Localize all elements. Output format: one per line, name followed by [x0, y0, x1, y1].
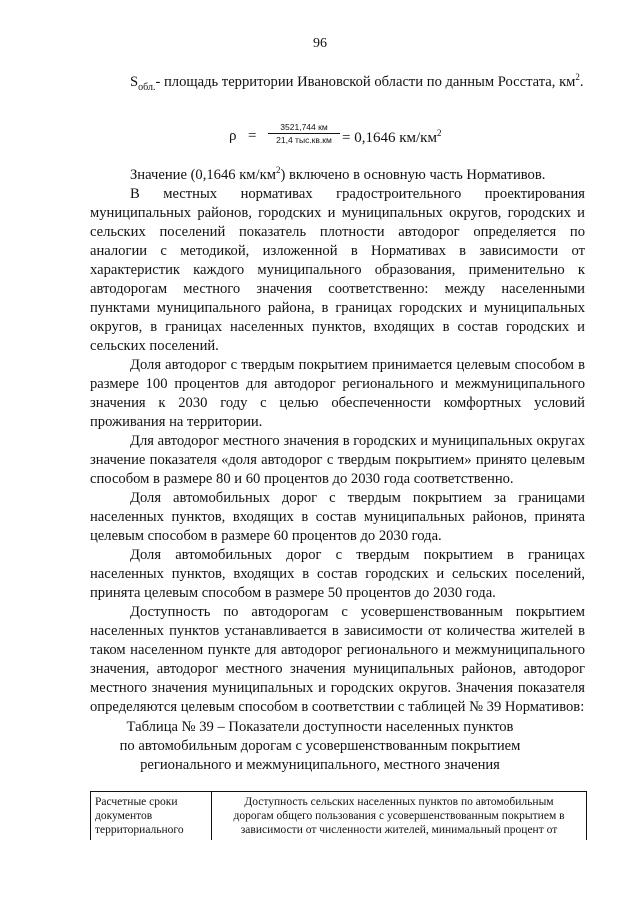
table-header-line: зависимости от численности жителей, минимальный процент от — [240, 824, 558, 836]
paragraph: Для автодорог местного значения в городских и муниципальных округах значение показателя «доля автодорог с твердым покрытием» принято целевым способом в размере 80 и 60 процентов до 2030 года соответственно. — [90, 432, 585, 487]
paragraph: Доступность по автодорогам с усовершенствованным покрытием населенных пунктов устанавливается в зависимости от количества жителей в таком населенном пункте для автодорог регионального и межмуниципального значения, автодорог местного значения муниципальных районов, автодорог местного значения муниципальных и городских округов. Значения показателя определяются целевым способом в соответствии с таблицей № 39 Нормативов: — [90, 603, 585, 715]
value-line-post: ) включено в основную часть Нормативов. — [280, 166, 546, 183]
table-header-cell-terms — [91, 792, 212, 841]
formula-result-sup: 2 — [436, 128, 442, 138]
s-symbol: S — [130, 73, 139, 90]
formula-numerator: 3521,744 км — [268, 122, 340, 134]
value-line-sup: 2 — [275, 165, 281, 175]
table-caption — [0, 718, 640, 775]
paragraph: Доля автомобильных дорог с твердым покрытием в границах населенных пунктов, входящих в состав городских и сельских поселений, принята целевым способом в размере 50 процентов до 2030 года. — [90, 546, 585, 601]
formula-rho: ρ — [229, 128, 237, 144]
table-caption-line: по автомобильным дорогам с усовершенствованным покрытием — [119, 738, 521, 754]
table-header-line: дорогам общего пользования с усовершенствованным покрытием в — [233, 810, 565, 822]
formula-equals: = — [248, 128, 257, 144]
paragraph: Доля автомобильных дорог с твердым покрытием за границами населенных пунктов, входящих в состав муниципальных районов, принята целевым способом в размере 60 процентов до 2030 года. — [90, 489, 585, 544]
table-header-line: территориального — [95, 824, 184, 836]
s-subscript: обл. — [138, 81, 156, 93]
area-def-end: . — [579, 73, 584, 90]
value-line — [90, 161, 585, 185]
table-caption-line: Таблица № 39 – Показатели доступности населенных пунктов — [126, 719, 514, 735]
table-header-line: документов — [95, 810, 153, 822]
body-text — [90, 161, 585, 717]
formula-denominator: 21,4 тыс.кв.км — [276, 135, 332, 145]
paragraph: Доля автодорог с твердым покрытием принимается целевым способом в размере 100 процентов для автодорог регионального и межмуниципального значения к 2030 году с целью обеспеченности комфортных условий проживания на территории. — [90, 356, 585, 430]
table-39 — [90, 791, 587, 840]
formula-fraction — [268, 122, 340, 145]
s-definition-text: - площадь территории Ивановской области по данным Росстата, — [155, 73, 556, 90]
formula-result — [342, 128, 441, 147]
value-line-pre: Значение (0,1646 км/км — [130, 166, 276, 183]
area-definition-line — [90, 68, 585, 97]
table-header-line: Доступность сельских населенных пунктов по автомобильным — [244, 796, 554, 808]
area-definition — [90, 68, 585, 97]
table-header-row — [91, 792, 587, 841]
paragraph: В местных нормативах градостроительного проектирования муниципальных районов, городских и муниципальных округов, городских и сельских поселений показатель плотности автодорог определяется по аналогии с методикой, изложенной в Нормативах в зависимости от характеристик каждого муниципального образования, применительно к автодорогам местного значения соответственно: между населенными пунктами муниципального района, в границах городских и муниципальных округов, в границах населенных пунктов, входящих в состав городских и сельских поселений. — [90, 185, 585, 354]
area-unit: км — [559, 73, 576, 90]
table-header-line: Расчетные сроки — [95, 796, 178, 808]
table-header-cell-availability — [212, 792, 587, 841]
page-number: 96 — [313, 36, 327, 51]
table-caption-line: регионального и межмуниципального, местного значения — [140, 757, 500, 773]
area-unit-sup: 2 — [575, 72, 580, 82]
formula-result-text: = 0,1646 км/км — [342, 130, 437, 146]
